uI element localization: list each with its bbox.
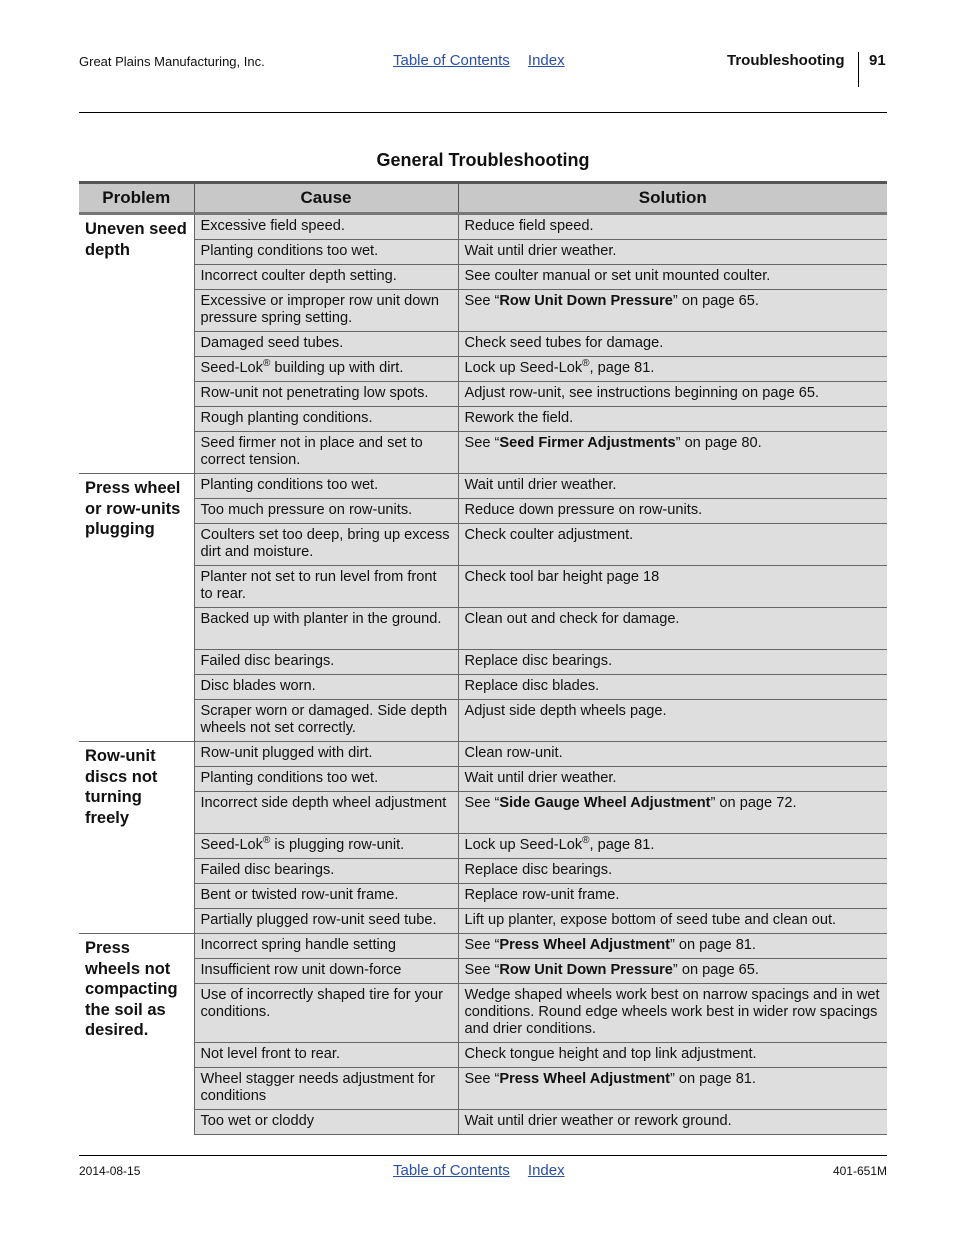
document-number: 401-651M [832,1164,887,1178]
registered-mark: ® [262,358,271,370]
table-row [79,650,887,675]
column-header-problem: Problem [79,183,194,214]
solution-cell: Check coulter adjustment. [458,524,887,566]
cause-cell: Scraper worn or damaged. Side depth wheels not set correctly. [194,700,458,742]
table-row [79,767,887,792]
section-reference: Seed Firmer Adjustments [499,435,676,451]
solution-prefix: See “ [464,937,500,953]
cause-cell: Row-unit not penetrating low spots. [194,382,458,407]
table-row [79,934,887,959]
section-title: Troubleshooting [727,52,845,69]
cause-cell: Insufficient row unit down-force [194,959,458,984]
cause-cell: Too wet or cloddy [194,1110,458,1135]
problem-cell: Press wheel or row-units plugging [79,474,194,742]
table-row [79,909,887,934]
page-title: General Troubleshooting [376,150,590,170]
solution-cell: Replace row-unit frame. [458,884,887,909]
registered-mark: ® [582,835,590,847]
solution-cell: Check tongue height and top link adjustment. [458,1043,887,1068]
cause-cell: Row-unit plugged with dirt. [194,742,458,767]
solution-cell [458,934,887,959]
table-header-row [79,183,887,214]
cause-cell: Incorrect spring handle setting [194,934,458,959]
cause-cell: Planting conditions too wet. [194,767,458,792]
table-row [79,290,887,332]
table-row [79,524,887,566]
solution-prefix: See “ [464,1071,500,1087]
footer-index-link[interactable]: Index [527,1162,565,1179]
cause-cell [194,357,458,382]
section-reference: Row Unit Down Pressure [499,293,673,309]
solution-suffix: ” on page 72. [710,795,797,811]
solution-cell: Wait until drier weather. [458,474,887,499]
solution-cell: Reduce field speed. [458,214,887,240]
cause-suffix: building up with dirt. [270,360,404,376]
footer-table-of-contents-link[interactable]: Table of Contents [393,1162,510,1179]
solution-cell: Adjust side depth wheels page. [458,700,887,742]
table-row [79,407,887,432]
table-row [79,859,887,884]
solution-cell [458,959,887,984]
table-row [79,566,887,608]
cause-cell: Rough planting conditions. [194,407,458,432]
cause-cell: Incorrect side depth wheel adjustment [194,792,458,834]
solution-cell [458,1068,887,1110]
problem-cell: Row-unit discs not turning freely [79,742,194,934]
solution-cell: Wedge shaped wheels work best on narrow spacings and in wet conditions. Round edge wheels work best in wider row spacings and drier conditions. [458,984,887,1043]
solution-cell [458,290,887,332]
table-row [79,240,887,265]
solution-suffix: , page 81. [589,837,655,853]
cause-prefix: Seed-Lok [200,837,263,853]
solution-suffix: ” on page 80. [675,435,762,451]
page-number: 91 [869,52,886,69]
cause-cell: Damaged seed tubes. [194,332,458,357]
table-row [79,834,887,859]
table-row [79,1110,887,1135]
table-row [79,1043,887,1068]
header-divider [858,52,859,87]
table-row [79,214,887,240]
cause-cell: Partially plugged row-unit seed tube. [194,909,458,934]
solution-cell: Lift up planter, expose bottom of seed tube and clean out. [458,909,887,934]
solution-cell: Replace disc blades. [458,675,887,700]
solution-cell: Rework the field. [458,407,887,432]
troubleshooting-table [79,181,887,1135]
footer-nav [393,1162,579,1179]
cause-cell: Seed firmer not in place and set to correct tension. [194,432,458,474]
cause-cell: Failed disc bearings. [194,859,458,884]
table-row [79,474,887,499]
solution-cell: Wait until drier weather or rework ground. [458,1110,887,1135]
cause-cell [194,834,458,859]
cause-cell: Planting conditions too wet. [194,474,458,499]
section-reference: Press Wheel Adjustment [499,937,670,953]
cause-cell: Bent or twisted row-unit frame. [194,884,458,909]
index-link[interactable]: Index [527,52,565,69]
solution-cell: Check seed tubes for damage. [458,332,887,357]
section-reference: Row Unit Down Pressure [499,962,673,978]
cause-cell: Planter not set to run level from front to rear. [194,566,458,608]
table-row [79,265,887,290]
table-row [79,792,887,834]
table-row [79,499,887,524]
cause-cell: Use of incorrectly shaped tire for your conditions. [194,984,458,1043]
cause-cell: Incorrect coulter depth setting. [194,265,458,290]
cause-cell: Not level front to rear. [194,1043,458,1068]
table-row [79,382,887,407]
solution-prefix: See “ [464,962,500,978]
solution-suffix: ” on page 65. [672,962,759,978]
table-row [79,357,887,382]
header-rule [79,112,887,113]
table-row [79,608,887,650]
table-row [79,1068,887,1110]
solution-suffix: ” on page 81. [669,937,756,953]
solution-cell: Wait until drier weather. [458,767,887,792]
table-row [79,332,887,357]
cause-cell: Excessive or improper row unit down pressure spring setting. [194,290,458,332]
solution-cell: Reduce down pressure on row-units. [458,499,887,524]
solution-cell: Check tool bar height page 18 [458,566,887,608]
solution-cell [458,834,887,859]
table-row [79,675,887,700]
cause-cell: Coulters set too deep, bring up excess dirt and moisture. [194,524,458,566]
company-name: Great Plains Manufacturing, Inc. [79,54,265,69]
solution-suffix: ” on page 65. [672,293,759,309]
solution-cell: Adjust row-unit, see instructions beginning on page 65. [458,382,887,407]
solution-cell: Wait until drier weather. [458,240,887,265]
solution-prefix: See “ [464,435,500,451]
table-body [79,214,887,1135]
table-row [79,742,887,767]
table-row [79,984,887,1043]
problem-cell: Uneven seed depth [79,214,194,474]
table-row [79,432,887,474]
solution-prefix: Lock up Seed-Lok [464,360,583,376]
registered-mark: ® [582,358,590,370]
solution-cell: Replace disc bearings. [458,650,887,675]
table-row [79,884,887,909]
cause-cell: Failed disc bearings. [194,650,458,675]
solution-prefix: Lock up Seed-Lok [464,837,583,853]
section-reference: Side Gauge Wheel Adjustment [499,795,711,811]
solution-cell: Clean row-unit. [458,742,887,767]
solution-cell: Clean out and check for damage. [458,608,887,650]
header-nav [393,52,579,69]
cause-prefix: Seed-Lok [200,360,263,376]
cause-cell: Backed up with planter in the ground. [194,608,458,650]
cause-cell: Wheel stagger needs adjustment for conditions [194,1068,458,1110]
footer-date: 2014-08-15 [79,1164,141,1178]
cause-cell: Disc blades worn. [194,675,458,700]
cause-suffix: is plugging row-unit. [270,837,405,853]
solution-prefix: See “ [464,293,500,309]
solution-cell [458,792,887,834]
solution-cell [458,432,887,474]
cause-cell: Too much pressure on row-units. [194,499,458,524]
column-header-solution: Solution [458,183,887,214]
solution-cell: Replace disc bearings. [458,859,887,884]
table-row [79,700,887,742]
solution-suffix: ” on page 81. [669,1071,756,1087]
column-header-cause: Cause [194,183,458,214]
table-of-contents-link[interactable]: Table of Contents [393,52,510,69]
section-reference: Press Wheel Adjustment [499,1071,670,1087]
problem-cell: Press wheels not compacting the soil as desired. [79,934,194,1135]
solution-suffix: , page 81. [589,360,655,376]
cause-cell: Planting conditions too wet. [194,240,458,265]
cause-cell: Excessive field speed. [194,214,458,240]
solution-cell: See coulter manual or set unit mounted coulter. [458,265,887,290]
footer-rule [79,1155,887,1156]
solution-prefix: See “ [464,795,500,811]
registered-mark: ® [262,835,271,847]
table-row [79,959,887,984]
solution-cell [458,357,887,382]
